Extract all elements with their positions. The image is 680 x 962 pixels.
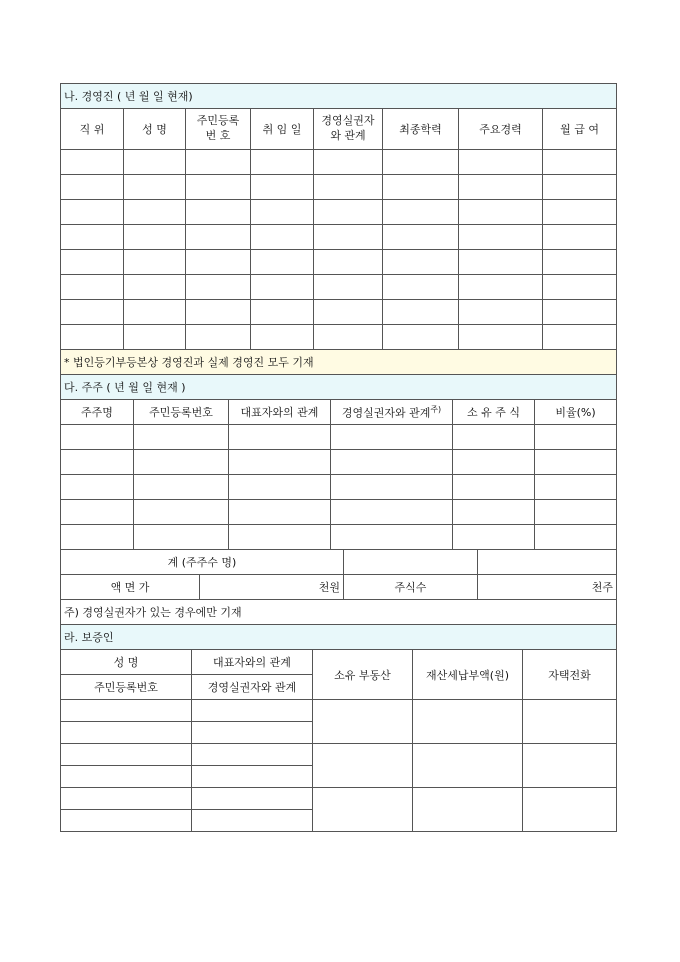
shares-count-field[interactable]: 천주 xyxy=(478,575,617,600)
shareholders-table xyxy=(60,374,617,550)
col-appointment-date: 취 임 일 xyxy=(251,109,314,150)
total-shareholders-label: 계 (주주수 명) xyxy=(61,550,344,575)
table-row xyxy=(61,275,617,300)
col-relation-controller: 경영실권자와 관계 xyxy=(192,675,313,700)
executives-table xyxy=(60,83,617,375)
section-title-executives: 나. 경영진 ( 년 월 일 현재) xyxy=(61,84,617,109)
form xyxy=(60,83,616,832)
col-real-estate: 소유 부동산 xyxy=(313,650,413,700)
footnote-mark: 주) xyxy=(430,404,442,414)
section-title-shareholders: 다. 주주 ( 년 월 일 현재 ) xyxy=(61,375,617,400)
col-relation-representative: 대표자와의 관계 xyxy=(229,400,331,425)
col-position: 직 위 xyxy=(61,109,124,150)
col-home-phone: 자택전화 xyxy=(523,650,617,700)
table-row xyxy=(61,525,617,550)
table-row xyxy=(61,425,617,450)
shareholders-summary xyxy=(60,549,617,625)
guarantors-table xyxy=(60,624,617,832)
table-row xyxy=(61,150,617,175)
col-salary: 월 급 여 xyxy=(543,109,617,150)
col-relation-representative: 대표자와의 관계 xyxy=(192,650,313,675)
col-education: 최종학력 xyxy=(383,109,459,150)
face-value-field[interactable]: 천원 xyxy=(200,575,344,600)
table-row xyxy=(61,300,617,325)
col-owned-shares: 소 유 주 식 xyxy=(453,400,535,425)
table-row xyxy=(61,744,617,766)
table-row xyxy=(61,700,617,722)
col-relation-controller: 경영실권자 와 관계 xyxy=(314,109,383,150)
table-row xyxy=(61,788,617,810)
col-resident-number: 주민등록번호 xyxy=(134,400,229,425)
shareholders-footnote: 주) 경영실권자가 있는 경우에만 기재 xyxy=(61,600,617,625)
executives-note: * 법인등기부등본상 경영진과 실제 경영진 모두 기재 xyxy=(61,350,617,375)
table-row xyxy=(61,475,617,500)
table-row xyxy=(61,225,617,250)
table-row xyxy=(61,500,617,525)
table-row xyxy=(61,175,617,200)
table-row xyxy=(61,450,617,475)
section-title-guarantors: 라. 보증인 xyxy=(61,625,617,650)
total-ratio-field[interactable] xyxy=(478,550,617,575)
table-row xyxy=(61,250,617,275)
col-relation-controller: 경영실권자와 관계$^{주)}$ xyxy=(331,400,453,425)
shares-count-label: 주식수 xyxy=(344,575,478,600)
col-resident-number: 주민등록 번 호 xyxy=(186,109,251,150)
table-row xyxy=(61,200,617,225)
face-value-label: 액 면 가 xyxy=(61,575,200,600)
col-career: 주요경력 xyxy=(459,109,543,150)
col-guarantor-name: 성 명 xyxy=(61,650,192,675)
col-shareholder-name: 주주명 xyxy=(61,400,134,425)
table-row xyxy=(61,325,617,350)
total-shares-field[interactable] xyxy=(344,550,478,575)
col-name: 성 명 xyxy=(124,109,186,150)
col-ratio: 비율(%) xyxy=(535,400,617,425)
col-property-tax: 재산세납부액(원) xyxy=(413,650,523,700)
col-resident-number: 주민등록번호 xyxy=(61,675,192,700)
